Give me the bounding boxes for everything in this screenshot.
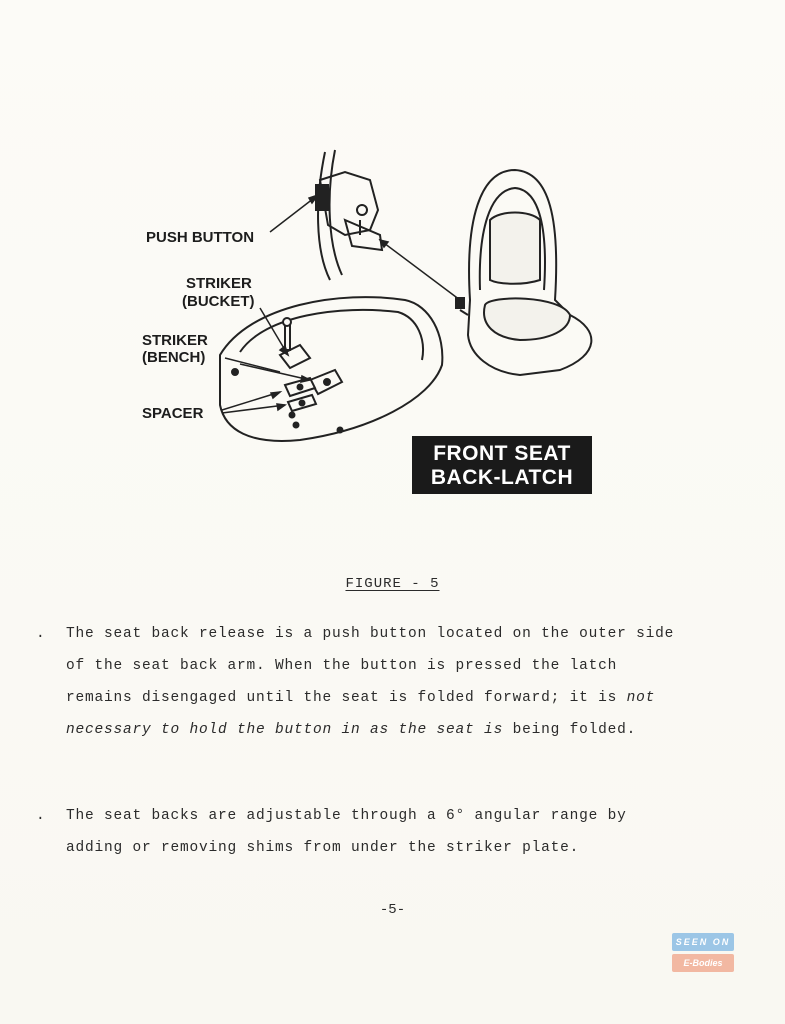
paragraph-seat-release <box>36 618 676 746</box>
seat-arrow <box>380 240 460 300</box>
figure-caption <box>0 576 785 592</box>
seat-latch-illustration <box>130 140 610 500</box>
paragraph-emphasis: not necessary to hold the button in as the seat is <box>66 690 656 738</box>
label-striker-bench-line1: STRIKER <box>142 332 208 349</box>
push-button-arrow <box>270 195 318 232</box>
callout-line1: FRONT SEAT <box>433 442 571 465</box>
watermark-line2: E-Bodies <box>672 954 734 972</box>
callout-line2: BACK-LATCH <box>430 466 574 489</box>
figure-caption-text: FIGURE - 5 <box>345 576 440 592</box>
paragraph-text: The seat backs are adjustable through a 6° angular range by adding or removing shims from under the striker plate. <box>66 808 627 856</box>
paragraph-text-before: The seat back release is a push button located on the outer side of the seat back arm. When the button is pressed the latch remains disengaged until the seat is folded forward; it is <box>66 626 675 706</box>
label-push-button: PUSH BUTTON <box>146 229 255 246</box>
paragraph-text-after: being folded. <box>503 722 637 738</box>
paragraph-seat-adjust <box>36 800 676 864</box>
paragraph-text <box>66 618 676 746</box>
label-striker-bench-line2: (BENCH) <box>142 349 206 366</box>
label-spacer: SPACER <box>142 405 204 422</box>
bullet: . <box>36 808 46 824</box>
bucket-seat <box>456 170 591 375</box>
watermark-line1: SEEN ON <box>672 933 734 951</box>
page-number: -5- <box>379 902 406 918</box>
watermark-logo <box>672 933 736 973</box>
label-striker-bucket-line1: STRIKER <box>186 275 252 292</box>
seat-cushion <box>220 297 442 441</box>
label-striker-bucket-line2: (BUCKET) <box>182 293 255 310</box>
seat-latch-drawing <box>130 140 610 500</box>
latch-mechanism <box>316 150 382 280</box>
bullet: . <box>36 626 46 642</box>
